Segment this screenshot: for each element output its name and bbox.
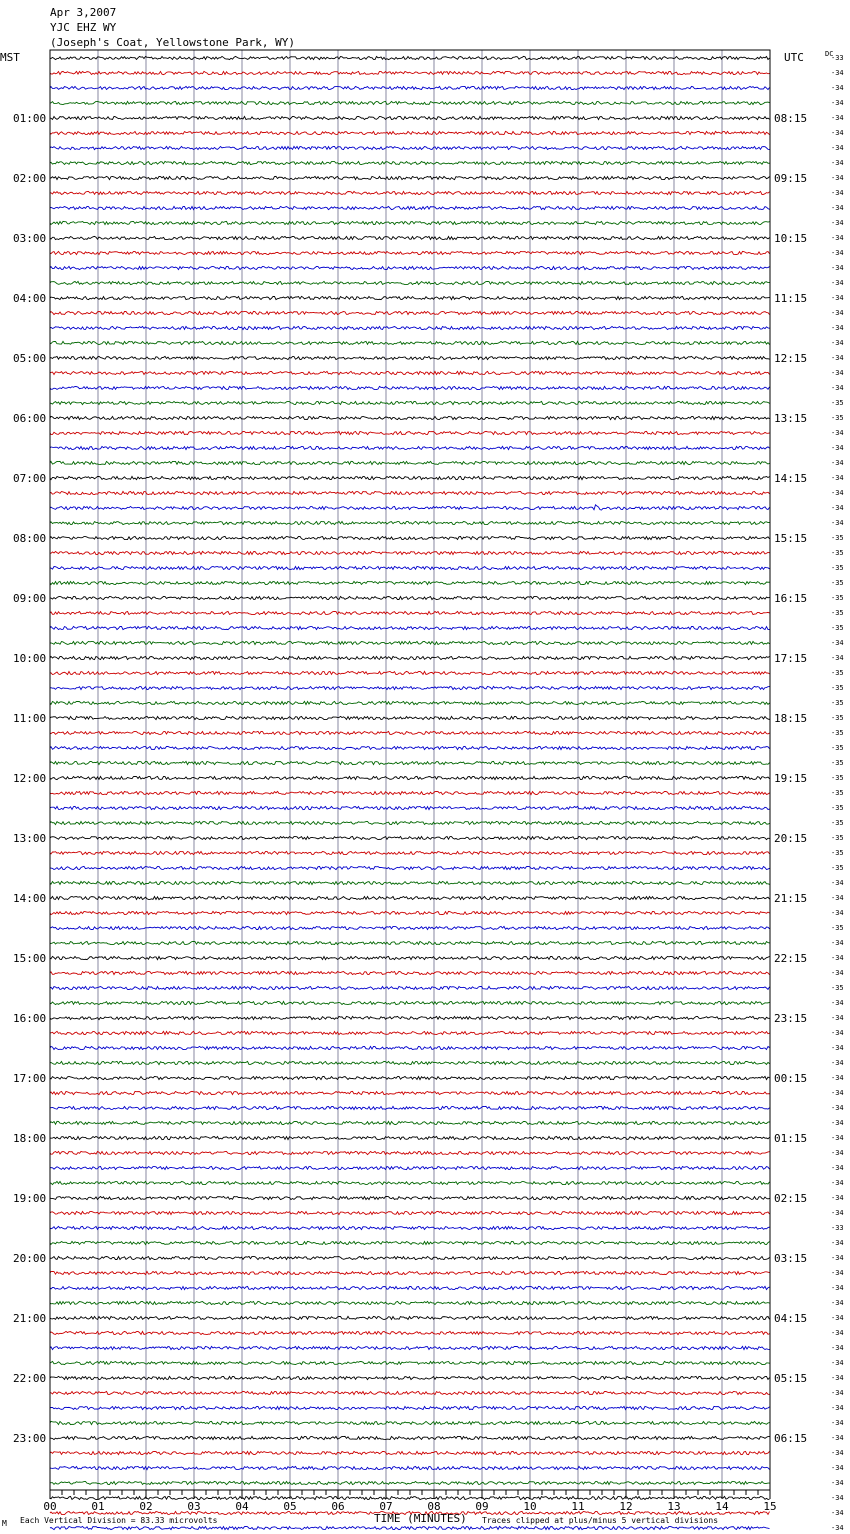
trace-row — [50, 1316, 770, 1319]
trace-row — [50, 266, 770, 269]
right-hour-label: 10:15 — [774, 232, 808, 245]
right-hour-label: 09:15 — [774, 172, 808, 185]
trace-row — [50, 1241, 770, 1244]
trace-row — [50, 1376, 770, 1379]
trace-row — [50, 641, 770, 644]
dc-offset-label: -34 — [831, 129, 844, 137]
dc-offset-label: -34 — [831, 264, 844, 272]
dc-offset-label: -35 — [831, 594, 844, 602]
dc-offset-label: -34 — [831, 1104, 844, 1112]
left-hour-label: 07:00 — [13, 472, 47, 485]
trace-row — [50, 131, 770, 134]
trace-row — [50, 776, 770, 779]
dc-offset-label: -34 — [831, 1464, 844, 1472]
x-tick-label: 02 — [139, 1500, 153, 1513]
dc-offset-label: -34 — [831, 1014, 844, 1022]
trace-row — [50, 941, 770, 944]
left-hour-label: 19:00 — [13, 1192, 47, 1205]
dc-offset-label: -33 — [831, 1224, 844, 1232]
trace-row — [50, 1496, 770, 1499]
trace-row — [50, 191, 770, 194]
x-tick-label: 09 — [475, 1500, 489, 1513]
dc-offset-label: -35 — [831, 534, 844, 542]
trace-row — [50, 356, 770, 359]
dc-offset-label: -34 — [831, 219, 844, 227]
dc-offset-label: -34 — [831, 84, 844, 92]
trace-row — [50, 1166, 770, 1169]
dc-offset-label: -34 — [831, 939, 844, 947]
dc-offset-label: -34 — [831, 1119, 844, 1127]
dc-offset-label: -34 — [831, 369, 844, 377]
dc-offset-label: -35 — [831, 774, 844, 782]
dc-offset-label: -35 — [831, 729, 844, 737]
trace-row — [50, 1331, 770, 1334]
dc-offset-label: -34 — [831, 1419, 844, 1427]
right-timezone-label: UTC — [784, 51, 804, 64]
dc-offset-label: -34 — [831, 1134, 844, 1142]
trace-row — [50, 716, 770, 719]
dc-offset-label: -35 — [831, 984, 844, 992]
trace-row — [50, 146, 770, 149]
right-hour-label: 06:15 — [774, 1432, 808, 1445]
dc-header-label: DC — [825, 50, 834, 58]
trace-row — [50, 1061, 770, 1064]
right-hour-label: 11:15 — [774, 292, 808, 305]
x-tick-label: 04 — [235, 1500, 249, 1513]
trace-row — [50, 986, 770, 989]
trace-row — [50, 236, 770, 239]
trace-row — [50, 251, 770, 254]
trace-row — [50, 1001, 770, 1004]
trace-row — [50, 1271, 770, 1274]
trace-row — [50, 326, 770, 329]
trace-row — [50, 1361, 770, 1364]
trace-row — [50, 761, 770, 764]
right-hour-label: 19:15 — [774, 772, 808, 785]
trace-row — [50, 1016, 770, 1019]
dc-offset-label: -34 — [831, 204, 844, 212]
trace-row — [50, 926, 770, 929]
dc-offset-label: -34 — [831, 1239, 844, 1247]
trace-row — [50, 1031, 770, 1034]
dc-offset-label: -34 — [831, 459, 844, 467]
left-hour-label: 17:00 — [13, 1072, 47, 1085]
trace-row — [50, 626, 770, 629]
trace-row — [50, 311, 770, 314]
dc-offset-label: -34 — [831, 1434, 844, 1442]
dc-offset-label: -34 — [831, 174, 844, 182]
trace-row — [50, 401, 770, 404]
right-hour-label: 14:15 — [774, 472, 808, 485]
trace-row — [50, 341, 770, 344]
dc-offset-label: -35 — [831, 759, 844, 767]
left-hour-label: 23:00 — [13, 1432, 47, 1445]
dc-offset-label: -35 — [831, 699, 844, 707]
dc-offset-label: -34 — [831, 954, 844, 962]
left-hour-label: 18:00 — [13, 1132, 47, 1145]
trace-row — [50, 86, 770, 89]
trace-row — [50, 911, 770, 914]
dc-offset-label: -35 — [831, 864, 844, 872]
trace-row — [50, 581, 770, 584]
trace-row — [50, 1436, 770, 1439]
dc-offset-label: -34 — [831, 504, 844, 512]
trace-row — [50, 296, 770, 299]
trace-row — [50, 446, 770, 449]
right-hour-label: 15:15 — [774, 532, 808, 545]
x-tick-label: 11 — [571, 1500, 585, 1513]
x-tick-label: 10 — [523, 1500, 537, 1513]
dc-offset-label: -34 — [831, 1089, 844, 1097]
dc-offset-label: -34 — [831, 1374, 844, 1382]
dc-offset-label: -34 — [831, 159, 844, 167]
dc-offset-label: -35 — [831, 744, 844, 752]
right-hour-label: 22:15 — [774, 952, 808, 965]
left-hour-label: 14:00 — [13, 892, 47, 905]
dc-offset-label: -34 — [831, 474, 844, 482]
trace-row — [50, 101, 770, 104]
trace-row — [50, 371, 770, 374]
right-hour-label: 01:15 — [774, 1132, 808, 1145]
left-hour-label: 13:00 — [13, 832, 47, 845]
dc-offset-label: -34 — [831, 999, 844, 1007]
dc-offset-label: -35 — [831, 564, 844, 572]
trace-row — [50, 1046, 770, 1049]
trace-row — [50, 956, 770, 959]
chart-date: Apr 3,2007 — [50, 6, 117, 19]
dc-offset-labels — [831, 54, 844, 1534]
chart-station: YJC EHZ WY — [50, 21, 117, 34]
x-tick-label: 03 — [187, 1500, 201, 1513]
dc-offset-label: -34 — [831, 1449, 844, 1457]
left-hour-label: 05:00 — [13, 352, 47, 365]
right-hour-label: 05:15 — [774, 1372, 808, 1385]
trace-row — [50, 1211, 770, 1214]
trace-row — [50, 1106, 770, 1109]
x-tick-label: 15 — [763, 1500, 777, 1513]
dc-offset-label: -34 — [831, 429, 844, 437]
x-tick-label: 08 — [427, 1500, 441, 1513]
dc-offset-label: -34 — [831, 894, 844, 902]
trace-row — [50, 1421, 770, 1424]
dc-offset-label: -34 — [831, 249, 844, 257]
dc-offset-label: -34 — [831, 1059, 844, 1067]
trace-row — [50, 611, 770, 614]
left-hour-label: 11:00 — [13, 712, 47, 725]
dc-offset-label: -34 — [831, 1494, 844, 1502]
trace-row — [50, 1286, 770, 1289]
dc-offset-label: -35 — [831, 399, 844, 407]
trace-row — [50, 551, 770, 554]
trace-row — [50, 791, 770, 794]
dc-offset-label: -35 — [831, 549, 844, 557]
dc-offset-label: -34 — [831, 519, 844, 527]
trace-row — [50, 1346, 770, 1349]
dc-offset-label: -34 — [831, 1299, 844, 1307]
clip-note: Traces clipped at plus/minus 5 vertical divisions — [482, 1516, 719, 1525]
trace-row — [50, 505, 770, 510]
dc-offset-label: -34 — [831, 69, 844, 77]
trace-row — [50, 881, 770, 884]
trace-row — [50, 1256, 770, 1259]
trace-row — [50, 161, 770, 164]
dc-offset-label: -34 — [831, 1389, 844, 1397]
right-hour-label: 23:15 — [774, 1012, 808, 1025]
corner-mark: M — [2, 1519, 7, 1528]
dc-offset-label: -34 — [831, 909, 844, 917]
trace-row — [50, 821, 770, 824]
trace-row — [50, 461, 770, 464]
x-axis — [43, 1490, 776, 1513]
trace-row — [50, 281, 770, 284]
dc-offset-label: -34 — [831, 324, 844, 332]
trace-row — [50, 1136, 770, 1139]
trace-row — [50, 1451, 770, 1454]
trace-row — [50, 221, 770, 224]
trace-row — [50, 1406, 770, 1409]
trace-row — [50, 536, 770, 539]
dc-offset-label: -35 — [831, 789, 844, 797]
dc-offset-label: -34 — [831, 339, 844, 347]
left-hour-labels — [13, 112, 46, 1445]
left-hour-label: 20:00 — [13, 1252, 47, 1265]
dc-offset-label: -34 — [831, 114, 844, 122]
trace-row — [50, 1301, 770, 1304]
trace-row — [50, 866, 770, 869]
dc-offset-label: -34 — [831, 1164, 844, 1172]
dc-offset-label: -34 — [831, 444, 844, 452]
left-hour-label: 01:00 — [13, 112, 47, 125]
left-hour-label: 02:00 — [13, 172, 47, 185]
dc-offset-label: -34 — [831, 1344, 844, 1352]
dc-offset-label: -35 — [831, 579, 844, 587]
right-hour-label: 16:15 — [774, 592, 808, 605]
trace-row — [50, 701, 770, 704]
trace-row — [50, 56, 770, 59]
dc-offset-label: -34 — [831, 1149, 844, 1157]
dc-offset-label: -34 — [831, 1179, 844, 1187]
trace-row — [50, 116, 770, 119]
right-hour-label: 12:15 — [774, 352, 808, 365]
trace-row — [50, 1181, 770, 1184]
trace-row — [50, 686, 770, 689]
dc-offset-label: -34 — [831, 1029, 844, 1037]
trace-row — [50, 836, 770, 839]
trace-row — [50, 596, 770, 599]
trace-row — [50, 806, 770, 809]
left-hour-label: 06:00 — [13, 412, 47, 425]
trace-row — [50, 1466, 770, 1469]
dc-offset-label: -34 — [831, 1314, 844, 1322]
left-hour-label: 21:00 — [13, 1312, 47, 1325]
trace-row — [50, 731, 770, 734]
dc-offset-label: -34 — [831, 384, 844, 392]
dc-offset-label: -35 — [831, 924, 844, 932]
trace-row — [50, 386, 770, 389]
left-hour-label: 09:00 — [13, 592, 47, 605]
trace-row — [50, 896, 770, 899]
dc-offset-label: -34 — [831, 1044, 844, 1052]
right-hour-label: 03:15 — [774, 1252, 808, 1265]
right-hour-label: 17:15 — [774, 652, 808, 665]
trace-row — [50, 71, 770, 74]
trace-row — [50, 1481, 770, 1484]
trace-row — [50, 176, 770, 179]
dc-offset-label: -34 — [831, 1254, 844, 1262]
right-hour-label: 00:15 — [774, 1072, 808, 1085]
trace-row — [50, 971, 770, 974]
trace-row — [50, 1226, 770, 1229]
right-hour-label: 02:15 — [774, 1192, 808, 1205]
dc-offset-label: -34 — [831, 639, 844, 647]
left-hour-label: 15:00 — [13, 952, 47, 965]
dc-offset-label: -34 — [831, 189, 844, 197]
dc-offset-label: -34 — [831, 1284, 844, 1292]
dc-offset-label: -33 — [831, 54, 844, 62]
trace-series — [50, 56, 770, 1534]
dc-offset-label: -34 — [831, 879, 844, 887]
left-hour-label: 12:00 — [13, 772, 47, 785]
x-tick-label: 05 — [283, 1500, 297, 1513]
dc-offset-label: -35 — [831, 624, 844, 632]
left-hour-label: 16:00 — [13, 1012, 47, 1025]
left-hour-label: 08:00 — [13, 532, 47, 545]
trace-row — [50, 566, 770, 569]
left-hour-label: 03:00 — [13, 232, 47, 245]
trace-row — [50, 1091, 770, 1094]
trace-row — [50, 491, 770, 494]
x-tick-label: 14 — [715, 1500, 729, 1513]
dc-offset-label: -35 — [831, 834, 844, 842]
dc-offset-label: -34 — [831, 309, 844, 317]
right-hour-label: 13:15 — [774, 412, 808, 425]
dc-offset-label: -35 — [831, 414, 844, 422]
trace-row — [50, 1526, 770, 1529]
dc-offset-label: -34 — [831, 279, 844, 287]
chart-location: (Joseph's Coat, Yellowstone Park, WY) — [50, 36, 296, 49]
trace-row — [50, 1391, 770, 1394]
x-tick-label: 12 — [619, 1500, 633, 1513]
trace-row — [50, 851, 770, 854]
right-hour-labels — [774, 112, 807, 1445]
left-hour-label: 22:00 — [13, 1372, 47, 1385]
right-hour-label: 08:15 — [774, 112, 808, 125]
x-axis-label: TIME (MINUTES) — [374, 1512, 467, 1525]
trace-row — [50, 521, 770, 524]
trace-row — [50, 671, 770, 674]
dc-offset-label: -35 — [831, 684, 844, 692]
dc-offset-label: -35 — [831, 669, 844, 677]
trace-row — [50, 431, 770, 434]
dc-offset-label: -34 — [831, 144, 844, 152]
dc-offset-label: -34 — [831, 1404, 844, 1412]
dc-offset-label: -34 — [831, 294, 844, 302]
right-hour-label: 21:15 — [774, 892, 808, 905]
dc-offset-label: -34 — [831, 1269, 844, 1277]
dc-offset-label: -34 — [831, 969, 844, 977]
dc-offset-label: -34 — [831, 1524, 844, 1532]
dc-offset-label: -34 — [831, 1509, 844, 1517]
trace-row — [50, 206, 770, 209]
scale-note: Each Vertical Division = 83.33 microvolts — [20, 1516, 218, 1525]
trace-row — [50, 656, 770, 659]
x-tick-label: 06 — [331, 1500, 345, 1513]
trace-row — [50, 1076, 770, 1079]
dc-offset-label: -34 — [831, 354, 844, 362]
dc-offset-label: -34 — [831, 234, 844, 242]
dc-offset-label: -35 — [831, 714, 844, 722]
dc-offset-label: -35 — [831, 804, 844, 812]
dc-offset-label: -35 — [831, 609, 844, 617]
dc-offset-label: -34 — [831, 1194, 844, 1202]
dc-offset-label: -34 — [831, 99, 844, 107]
right-hour-label: 04:15 — [774, 1312, 808, 1325]
left-hour-label: 10:00 — [13, 652, 47, 665]
trace-row — [50, 1196, 770, 1199]
x-tick-label: 13 — [667, 1500, 681, 1513]
trace-row — [50, 476, 770, 479]
dc-offset-label: -34 — [831, 1479, 844, 1487]
dc-offset-label: -35 — [831, 819, 844, 827]
dc-offset-label: -35 — [831, 849, 844, 857]
right-hour-label: 20:15 — [774, 832, 808, 845]
x-tick-label: 00 — [43, 1500, 57, 1513]
trace-row — [50, 1121, 770, 1124]
dc-offset-label: -34 — [831, 1209, 844, 1217]
left-timezone-label: MST — [0, 51, 20, 64]
x-tick-label: 01 — [91, 1500, 105, 1513]
dc-offset-label: -34 — [831, 489, 844, 497]
left-hour-label: 04:00 — [13, 292, 47, 305]
trace-row — [50, 1151, 770, 1154]
dc-offset-label: -34 — [831, 1329, 844, 1337]
dc-offset-label: -34 — [831, 1359, 844, 1367]
trace-row — [50, 746, 770, 749]
x-tick-label: 07 — [379, 1500, 393, 1513]
trace-row — [50, 416, 770, 419]
right-hour-label: 18:15 — [774, 712, 808, 725]
dc-offset-label: -34 — [831, 1074, 844, 1082]
dc-offset-label: -34 — [831, 654, 844, 662]
